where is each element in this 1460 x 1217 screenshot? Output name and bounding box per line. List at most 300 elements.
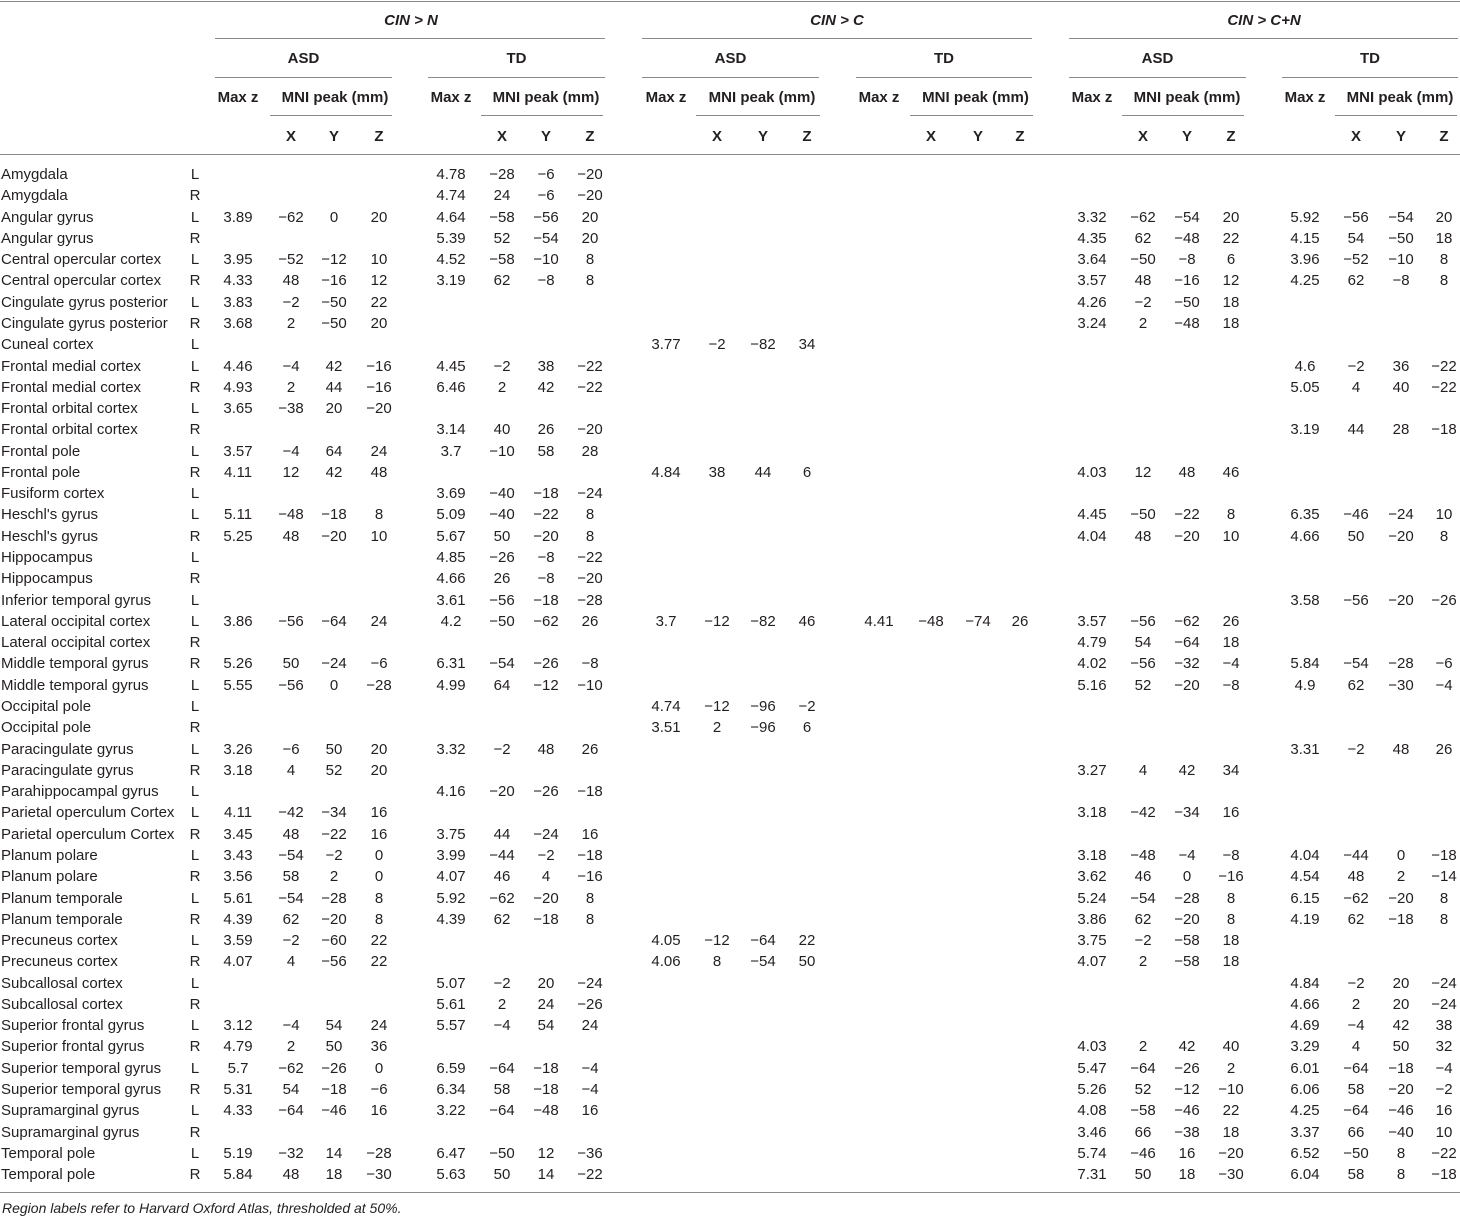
mni-x-value: −40 xyxy=(489,485,515,503)
mni-x-value: 4 xyxy=(286,953,296,971)
mni-y-value: 54 xyxy=(325,1017,343,1035)
mni-x-value: −58 xyxy=(489,208,515,226)
max-z-value: 5.11 xyxy=(223,506,253,524)
region-name: Parietal operculum Cortex xyxy=(1,825,175,843)
max-z-value: 4.66 xyxy=(436,570,466,588)
mni-y-value: −20 xyxy=(1388,1081,1414,1099)
mni-y-value: −58 xyxy=(1174,932,1200,950)
mni-x-value: 48 xyxy=(282,527,300,545)
hemisphere: L xyxy=(190,804,200,822)
max-z-value: 3.96 xyxy=(1290,251,1320,269)
max-z-value: 4.04 xyxy=(1290,846,1320,864)
mni-y-value: −12 xyxy=(321,251,347,269)
mni-y-value: 28 xyxy=(1392,421,1410,439)
mni-y-value: −16 xyxy=(1174,272,1200,290)
region-name: Planum polare xyxy=(1,846,98,864)
axis-x-header: X xyxy=(1350,128,1362,145)
region-name: Frontal pole xyxy=(1,463,81,481)
mni-rule xyxy=(1122,115,1244,116)
max-z-value: 4.15 xyxy=(1290,229,1320,247)
max-z-value: 5.63 xyxy=(436,1166,466,1184)
hemisphere: L xyxy=(190,740,200,758)
mni-x-value: 2 xyxy=(1138,314,1148,332)
mni-y-value: 4 xyxy=(541,868,551,886)
mni-y-value: −50 xyxy=(321,293,347,311)
contrast-header: CIN > C+N xyxy=(1227,12,1301,29)
mni-z-value: −16 xyxy=(366,357,392,375)
mni-x-value: −2 xyxy=(493,974,511,992)
mni-z-value: −10 xyxy=(577,676,603,694)
region-name: Cingulate gyrus posterior xyxy=(1,293,168,311)
mni-z-value: −18 xyxy=(577,846,603,864)
mni-z-value: 8 xyxy=(1439,889,1449,907)
group-rule xyxy=(642,77,819,78)
max-z-value: 5.16 xyxy=(1077,676,1107,694)
mni-z-value: 6 xyxy=(1226,251,1236,269)
axis-z-header: Z xyxy=(374,128,384,145)
max-z-value: 3.59 xyxy=(223,932,253,950)
region-name: Amygdala xyxy=(1,166,68,183)
mni-y-value: 18 xyxy=(325,1166,343,1184)
max-z-value: 4.64 xyxy=(436,208,466,226)
mni-x-value: −50 xyxy=(489,612,515,630)
mni-y-value: 0 xyxy=(1182,868,1192,886)
mni-z-value: −20 xyxy=(1218,1144,1244,1162)
max-z-value: 4.93 xyxy=(223,378,253,396)
mni-y-value: −48 xyxy=(533,1102,559,1120)
region-name: Heschl's gyrus xyxy=(1,527,99,545)
mni-x-value: 64 xyxy=(493,676,511,694)
mni-z-value: −30 xyxy=(366,1166,392,1184)
mni-x-value: −64 xyxy=(1130,1059,1156,1077)
mni-x-value: −4 xyxy=(282,442,300,460)
max-z-value: 4.45 xyxy=(1077,506,1107,524)
region-name: Temporal pole xyxy=(1,1166,96,1184)
region-name: Subcallosal cortex xyxy=(1,974,123,992)
mni-y-value: −20 xyxy=(1174,527,1200,545)
mni-z-value: 12 xyxy=(1222,272,1240,290)
axis-x-header: X xyxy=(285,128,297,145)
mni-y-value: 38 xyxy=(537,357,555,375)
max-z-value: 4.33 xyxy=(223,1102,253,1120)
mni-x-value: 62 xyxy=(1347,676,1365,694)
max-z-value: 4.19 xyxy=(1290,910,1320,928)
mni-x-value: −46 xyxy=(1130,1144,1156,1162)
mni-x-value: 62 xyxy=(1347,272,1365,290)
region-name: Planum polare xyxy=(1,868,98,886)
region-name: Central opercular cortex xyxy=(1,272,162,290)
mni-x-value: 2 xyxy=(286,378,296,396)
mni-x-value: 62 xyxy=(1134,910,1152,928)
max-z-value: 3.29 xyxy=(1290,1038,1320,1056)
region-name: Superior frontal gyrus xyxy=(1,1017,145,1035)
axis-x-header: X xyxy=(496,128,508,145)
mni-x-value: 54 xyxy=(282,1081,300,1099)
mni-z-value: −22 xyxy=(577,1166,603,1184)
mni-x-value: −48 xyxy=(278,506,304,524)
mni-x-value: −54 xyxy=(278,889,304,907)
max-z-value: 3.32 xyxy=(436,740,466,758)
mni-z-value: 34 xyxy=(1222,761,1240,779)
mni-x-value: 48 xyxy=(282,825,300,843)
mni-y-value: −46 xyxy=(1388,1102,1414,1120)
mni-peak-header: MNI peak (mm) xyxy=(1133,89,1241,106)
mni-y-value: −28 xyxy=(321,889,347,907)
mni-x-value: −28 xyxy=(489,166,515,183)
mni-y-value: 26 xyxy=(537,421,555,439)
mni-x-value: −50 xyxy=(1130,506,1156,524)
mni-z-value: 18 xyxy=(1222,634,1240,652)
mni-z-value: 16 xyxy=(370,1102,388,1120)
mni-z-value: −22 xyxy=(577,357,603,375)
mni-x-value: −48 xyxy=(918,612,944,630)
mni-z-value: −30 xyxy=(1218,1166,1244,1184)
hemisphere: L xyxy=(190,783,200,801)
mni-z-value: 26 xyxy=(1011,612,1029,630)
mni-y-value: 14 xyxy=(537,1166,555,1184)
mni-y-value: −38 xyxy=(1174,1123,1200,1141)
max-z-value: 3.22 xyxy=(436,1102,466,1120)
hemisphere: R xyxy=(189,1166,201,1184)
max-z-value: 7.31 xyxy=(1077,1166,1107,1184)
max-z-value: 3.18 xyxy=(1077,846,1107,864)
region-name: Inferior temporal gyrus xyxy=(1,591,152,609)
mni-y-value: −64 xyxy=(1174,634,1200,652)
max-z-value: 5.07 xyxy=(436,974,466,992)
mni-z-value: −8 xyxy=(581,655,599,673)
hemisphere: L xyxy=(190,208,200,226)
mni-z-value: 8 xyxy=(1439,910,1449,928)
mni-y-value: −8 xyxy=(1392,272,1410,290)
mni-z-value: −8 xyxy=(1222,676,1240,694)
mni-peak-header: MNI peak (mm) xyxy=(281,89,389,106)
mni-y-value: −20 xyxy=(1388,889,1414,907)
mni-z-value: 16 xyxy=(370,804,388,822)
region-name: Angular gyrus xyxy=(1,208,94,226)
mni-z-value: 46 xyxy=(1222,463,1240,481)
max-z-value: 3.95 xyxy=(223,251,253,269)
max-z-value: 3.37 xyxy=(1290,1123,1320,1141)
mni-y-value: −18 xyxy=(533,1081,559,1099)
max-z-value: 3.14 xyxy=(436,421,466,439)
max-z-value: 3.12 xyxy=(223,1017,253,1035)
max-z-value: 6.31 xyxy=(436,655,466,673)
mni-x-value: −52 xyxy=(1343,251,1369,269)
mni-z-value: −22 xyxy=(577,378,603,396)
mni-y-value: 50 xyxy=(325,740,343,758)
mni-z-value: 36 xyxy=(370,1038,388,1056)
mni-y-value: −18 xyxy=(533,1059,559,1077)
hemisphere: R xyxy=(189,314,201,332)
max-z-value: 4.03 xyxy=(1077,1038,1107,1056)
mni-z-value: −20 xyxy=(577,166,603,183)
mni-z-value: 22 xyxy=(370,953,388,971)
max-z-value: 4.41 xyxy=(864,612,894,630)
max-z-value: 4.11 xyxy=(223,804,253,822)
max-z-value: 4.74 xyxy=(651,698,681,715)
mni-y-value: 2 xyxy=(329,868,339,886)
mni-y-value: 20 xyxy=(1392,995,1410,1013)
mni-x-value: 48 xyxy=(1134,272,1152,290)
max-z-value: 4.9 xyxy=(1294,676,1316,694)
mni-rule xyxy=(696,115,820,116)
hemisphere: R xyxy=(189,378,201,396)
max-z-header: Max z xyxy=(430,89,472,106)
max-z-value: 6.15 xyxy=(1290,889,1320,907)
mni-y-value: 48 xyxy=(537,740,555,758)
max-z-value: 4.69 xyxy=(1290,1017,1320,1035)
mni-x-value: 52 xyxy=(493,229,511,247)
hemisphere: R xyxy=(189,1123,201,1141)
max-z-value: 4.25 xyxy=(1290,1102,1320,1120)
hemisphere: L xyxy=(190,932,200,950)
max-z-value: 4.02 xyxy=(1077,655,1107,673)
axis-x-header: X xyxy=(1137,128,1149,145)
mni-z-value: −16 xyxy=(577,868,603,886)
mni-z-value: 10 xyxy=(1435,1123,1453,1141)
region-name: Heschl's gyrus xyxy=(1,506,99,524)
hemisphere: L xyxy=(190,1144,200,1162)
max-z-value: 6.59 xyxy=(436,1059,466,1077)
mni-x-value: −4 xyxy=(282,1017,300,1035)
max-z-header: Max z xyxy=(1071,89,1113,106)
mni-x-value: −62 xyxy=(489,889,515,907)
mni-z-value: −18 xyxy=(577,783,603,801)
mni-z-value: 20 xyxy=(581,208,599,226)
mni-z-value: 2 xyxy=(1226,1059,1236,1077)
mni-y-value: −64 xyxy=(750,932,776,950)
max-z-value: 5.67 xyxy=(436,527,466,545)
hemisphere: L xyxy=(190,166,200,183)
mni-z-value: −6 xyxy=(370,1081,388,1099)
mni-x-value: 48 xyxy=(282,1166,300,1184)
mni-y-value: 24 xyxy=(537,995,555,1013)
group-header: TD xyxy=(1360,50,1380,67)
mni-z-value: 20 xyxy=(370,761,388,779)
max-z-value: 4.2 xyxy=(440,612,462,630)
region-name: Subcallosal cortex xyxy=(1,995,123,1013)
mni-x-value: 2 xyxy=(712,719,722,737)
mni-x-value: −58 xyxy=(1130,1102,1156,1120)
max-z-value: 5.24 xyxy=(1077,889,1107,907)
max-z-value: 3.64 xyxy=(1077,251,1107,269)
group-header: TD xyxy=(934,50,954,67)
mni-z-value: −6 xyxy=(1435,655,1453,673)
mni-x-value: 4 xyxy=(1351,1038,1361,1056)
mni-x-value: 4 xyxy=(1351,378,1361,396)
mni-y-value: −2 xyxy=(537,846,555,864)
max-z-value: 5.25 xyxy=(223,527,253,545)
mni-x-value: −52 xyxy=(278,251,304,269)
mni-x-value: 2 xyxy=(286,1038,296,1056)
mni-z-value: 38 xyxy=(1435,1017,1453,1035)
group-rule xyxy=(1282,77,1458,78)
mni-peak-header: MNI peak (mm) xyxy=(708,89,816,106)
mni-x-value: −48 xyxy=(1130,846,1156,864)
mni-y-value: 14 xyxy=(325,1144,343,1162)
max-z-value: 3.18 xyxy=(1077,804,1107,822)
mni-peak-header: MNI peak (mm) xyxy=(492,89,600,106)
axis-z-header: Z xyxy=(802,128,812,145)
mni-x-value: −54 xyxy=(1343,655,1369,673)
mni-y-value: −32 xyxy=(1174,655,1200,673)
max-z-value: 5.92 xyxy=(436,889,466,907)
mni-x-value: −56 xyxy=(1130,655,1156,673)
hemisphere: L xyxy=(190,357,200,375)
mni-x-value: 54 xyxy=(1134,634,1152,652)
mni-x-value: −12 xyxy=(704,698,730,715)
hemisphere: L xyxy=(190,251,200,269)
mni-x-value: −56 xyxy=(1343,208,1369,226)
axis-y-header: Y xyxy=(757,128,769,145)
max-z-value: 5.57 xyxy=(436,1017,466,1035)
mni-z-value: 22 xyxy=(370,293,388,311)
mni-z-value: 18 xyxy=(1222,953,1240,971)
max-z-value: 4.26 xyxy=(1077,293,1107,311)
region-name: Superior temporal gyrus xyxy=(1,1081,162,1099)
mni-y-value: −56 xyxy=(321,953,347,971)
mni-x-value: −64 xyxy=(1343,1102,1369,1120)
hemisphere: R xyxy=(189,910,201,928)
mni-x-value: −38 xyxy=(278,400,304,418)
max-z-value: 3.65 xyxy=(223,400,253,418)
mni-z-value: 8 xyxy=(585,889,595,907)
mni-rule xyxy=(910,115,1033,116)
region-name: Paracingulate gyrus xyxy=(1,740,134,758)
mni-z-value: 26 xyxy=(1222,612,1240,630)
mni-x-value: 54 xyxy=(1347,229,1365,247)
mni-y-value: −54 xyxy=(1174,208,1200,226)
max-z-value: 3.31 xyxy=(1290,740,1320,758)
mni-x-value: 66 xyxy=(1134,1123,1152,1141)
region-name: Amygdala xyxy=(1,187,68,205)
mni-y-value: 20 xyxy=(325,400,343,418)
mni-y-value: −6 xyxy=(537,187,555,205)
mni-peak-header: MNI peak (mm) xyxy=(922,89,1029,106)
max-z-value: 4.79 xyxy=(223,1038,253,1056)
mni-y-value: −82 xyxy=(750,612,776,630)
max-z-value: 3.69 xyxy=(436,485,466,503)
max-z-value: 3.75 xyxy=(436,825,466,843)
region-name: Frontal medial cortex xyxy=(1,378,142,396)
mni-z-value: 22 xyxy=(370,932,388,950)
max-z-value: 4.52 xyxy=(436,251,466,269)
mni-x-value: −56 xyxy=(1130,612,1156,630)
mni-x-value: 46 xyxy=(1134,868,1152,886)
hemisphere: L xyxy=(190,591,200,609)
group-rule xyxy=(215,77,392,78)
mni-x-value: 62 xyxy=(493,910,511,928)
max-z-value: 3.46 xyxy=(1077,1123,1107,1141)
mni-x-value: −4 xyxy=(282,357,300,375)
mni-x-value: 62 xyxy=(1347,910,1365,928)
mni-x-value: −64 xyxy=(489,1059,515,1077)
region-name: Middle temporal gyrus xyxy=(1,655,149,673)
mni-y-value: −10 xyxy=(533,251,559,269)
mni-x-value: 8 xyxy=(712,953,722,971)
hemisphere: L xyxy=(190,293,200,311)
mni-peak-header: MNI peak (mm) xyxy=(1346,89,1454,106)
mni-x-value: −44 xyxy=(1343,846,1369,864)
max-z-value: 4.84 xyxy=(1290,974,1320,992)
max-z-value: 6.06 xyxy=(1290,1081,1320,1099)
mni-z-value: 24 xyxy=(581,1017,599,1035)
mni-y-value: 52 xyxy=(325,761,343,779)
mni-z-value: −2 xyxy=(798,698,816,715)
hemisphere: L xyxy=(190,506,200,524)
max-z-value: 5.84 xyxy=(223,1166,253,1184)
max-z-header: Max z xyxy=(217,89,259,106)
region-name: Lateral occipital cortex xyxy=(1,634,151,652)
mni-x-value: 2 xyxy=(1138,1038,1148,1056)
hemisphere: L xyxy=(190,612,200,630)
mni-y-value: −18 xyxy=(1388,910,1414,928)
max-z-value: 5.61 xyxy=(436,995,466,1013)
hemisphere: L xyxy=(190,1059,200,1077)
max-z-value: 4.11 xyxy=(223,463,253,481)
region-name: Planum temporale xyxy=(1,889,123,907)
region-name: Cingulate gyrus posterior xyxy=(1,314,168,332)
contrast-header: CIN > C xyxy=(810,12,864,29)
max-z-value: 3.45 xyxy=(223,825,253,843)
mni-z-value: −4 xyxy=(581,1059,599,1077)
mni-y-value: 42 xyxy=(1178,761,1196,779)
mni-y-value: −24 xyxy=(1388,506,1414,524)
mni-z-value: −4 xyxy=(1435,676,1453,694)
mni-x-value: 58 xyxy=(1347,1081,1365,1099)
mni-z-value: 8 xyxy=(585,506,595,524)
group-rule xyxy=(856,77,1032,78)
mni-y-value: 42 xyxy=(537,378,555,396)
mni-x-value: −42 xyxy=(278,804,304,822)
hemisphere: R xyxy=(189,655,201,673)
mni-z-value: −20 xyxy=(577,570,603,588)
mni-x-value: 58 xyxy=(1347,1166,1365,1184)
mni-x-value: −2 xyxy=(1347,974,1365,992)
max-z-header: Max z xyxy=(645,89,687,106)
mni-z-value: 20 xyxy=(581,229,599,247)
mni-z-value: 32 xyxy=(1435,1038,1453,1056)
max-z-value: 3.32 xyxy=(1077,208,1107,226)
mni-z-value: 16 xyxy=(370,825,388,843)
mni-y-value: 44 xyxy=(754,463,772,481)
region-name: Parahippocampal gyrus xyxy=(1,783,159,801)
mni-z-value: 26 xyxy=(1435,740,1453,758)
mni-x-value: −44 xyxy=(489,846,515,864)
mni-x-value: 2 xyxy=(1351,995,1361,1013)
hemisphere: R xyxy=(189,953,201,971)
region-name: Hippocampus xyxy=(1,570,93,588)
region-name: Supramarginal gyrus xyxy=(1,1123,140,1141)
max-z-value: 3.99 xyxy=(436,846,466,864)
contrast-header: CIN > N xyxy=(384,12,438,29)
mni-x-value: −64 xyxy=(489,1102,515,1120)
mni-z-value: 18 xyxy=(1222,932,1240,950)
mni-x-value: 48 xyxy=(282,272,300,290)
mni-y-value: −22 xyxy=(1174,506,1200,524)
mni-x-value: 50 xyxy=(493,527,511,545)
mni-z-value: 18 xyxy=(1222,293,1240,311)
mni-z-value: −24 xyxy=(577,974,603,992)
mni-y-value: −18 xyxy=(321,1081,347,1099)
hemisphere: R xyxy=(189,463,201,481)
mni-z-value: 6 xyxy=(802,463,812,481)
mni-x-value: 58 xyxy=(282,868,300,886)
mni-x-value: 2 xyxy=(497,378,507,396)
mni-z-value: 20 xyxy=(1222,208,1240,226)
region-name: Angular gyrus xyxy=(1,229,94,247)
region-name: Occipital pole xyxy=(1,698,92,715)
